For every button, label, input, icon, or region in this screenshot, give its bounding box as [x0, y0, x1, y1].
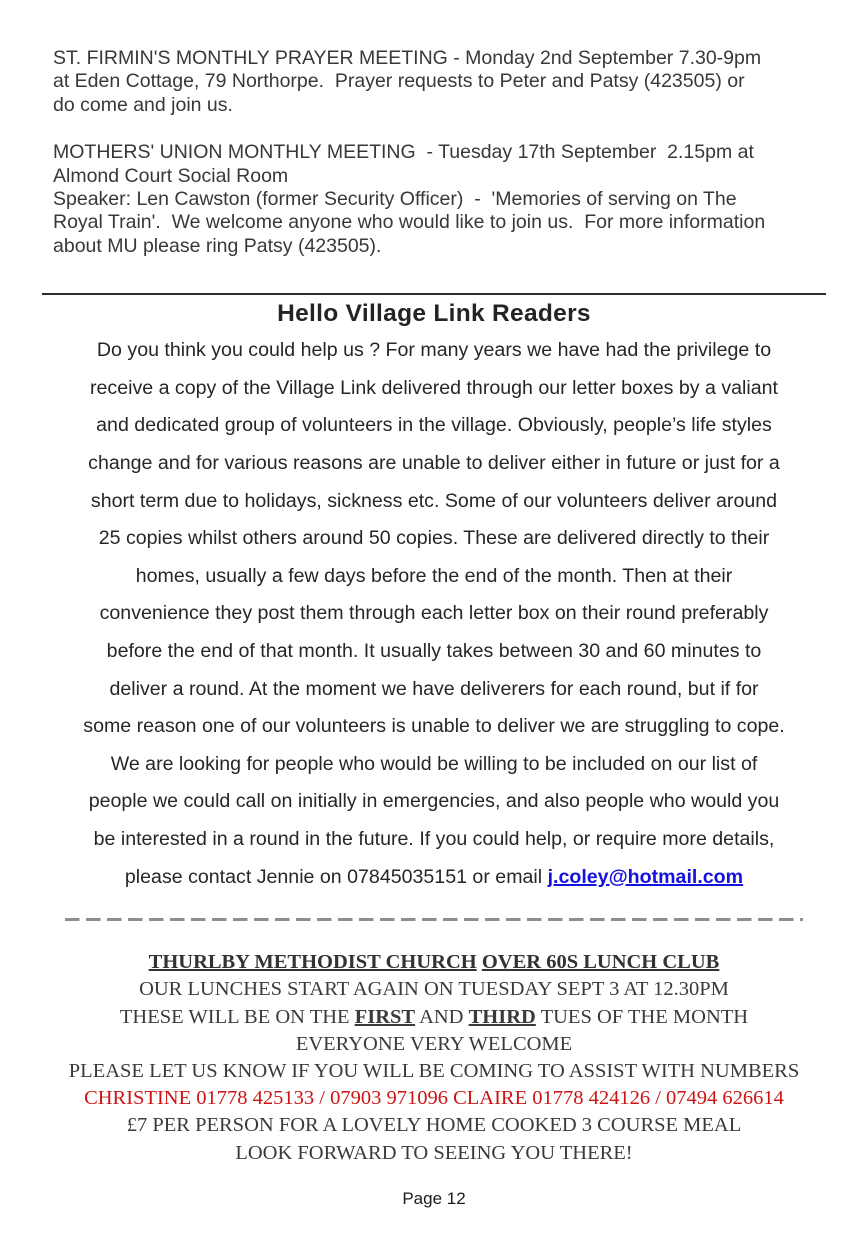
article-text-line: be interested in a round in the future. If you could help, or require more details, [93, 827, 775, 850]
tues-line-mid: AND [415, 1005, 469, 1028]
article-text-line: We are looking for people who would be willing to be included on our list of [110, 752, 758, 775]
mothers-union-notice [53, 141, 815, 258]
article-text-line: receive a copy of the Village Link delivered through our letter boxes by a valiant [89, 376, 778, 399]
article-text-line: short term due to holidays, sickness etc. Some of our volunteers deliver around [90, 489, 778, 512]
notice-text-line: about MU please ring Patsy (423505). [53, 234, 382, 257]
notice-text-line: Speaker: Len Cawston (former Security Officer) - 'Memories of serving on The [53, 188, 737, 211]
lunch-club-contacts-line: CHRISTINE 01778 425133 / 07903 971096 CLAIRE 01778 424126 / 07494 626614 [84, 1087, 784, 1110]
tues-third: THIRD [468, 1005, 536, 1028]
contact-prefix: please contact Jennie on 07845035151 or email [124, 865, 548, 888]
notice-text-line: Almond Court Social Room [53, 164, 289, 187]
lunch-club-welcome-line: EVERYONE VERY WELCOME [295, 1032, 573, 1055]
notice-text-line: ST. FIRMIN'S MONTHLY PRAYER MEETING - Monday 2nd September 7.30-9pm [53, 47, 762, 69]
lunch-club-closing-line: LOOK FORWARD TO SEEING YOU THERE! [235, 1141, 633, 1164]
article-text-line: change and for various reasons are unable to deliver either in future or just for a [88, 452, 780, 475]
village-link-paragraph [40, 332, 828, 858]
notice-text-line: Royal Train'. We welcome anyone who would like to join us. For more information [53, 211, 766, 234]
lunch-club-heading-club: OVER 60S LUNCH CLUB [481, 951, 720, 974]
prayer-meeting-notice [53, 47, 815, 117]
lunch-club-numbers-line: PLEASE LET US KNOW IF YOU WILL BE COMING TO ASSIST WITH NUMBERS [68, 1059, 800, 1082]
article-text-line: 25 copies whilst others around 50 copies. These are delivered directly to their [98, 527, 770, 550]
email-link[interactable]: j.coley@hotmail.com [547, 865, 744, 888]
article-text-line: homes, usually a few days before the end of the month. Then at their [135, 564, 733, 587]
article-text-line: Do you think you could help us ? For many years we have had the privilege to [96, 339, 772, 362]
article-text-line: deliver a round. At the moment we have deliverers for each round, but if for [109, 677, 759, 700]
article-text-line: before the end of that month. It usually takes between 30 and 60 minutes to [106, 640, 762, 662]
article-text-line: some reason one of our volunteers is unable to deliver we are struggling to cope. [83, 715, 785, 738]
page-number: Page 12 [402, 1189, 466, 1208]
tues-first: FIRST [354, 1005, 416, 1028]
village-link-heading: Hello Village Link Readers [277, 300, 591, 328]
lunch-club-heading [40, 949, 828, 976]
lunch-club-heading-church: THURLBY METHODIST CHURCH [148, 951, 477, 974]
tues-line-post: TUES OF THE MONTH [535, 1005, 749, 1028]
contact-line [40, 859, 828, 897]
dashed-divider [65, 918, 803, 921]
notice-text-line: MOTHERS' UNION MONTHLY MEETING - Tuesday 17th September 2.15pm at [53, 141, 754, 164]
article-text-line: and dedicated group of volunteers in the village. Obviously, people’s life styles [96, 414, 772, 437]
notice-text-line: do come and join us. [53, 93, 233, 116]
tues-line-pre: THESE WILL BE ON THE [119, 1005, 355, 1028]
article-text-line: convenience they post them through each letter box on their round preferably [99, 602, 769, 625]
lunch-club-tuesdays-line [40, 1004, 828, 1031]
notice-gap [53, 117, 815, 141]
notice-text-line: at Eden Cottage, 79 Northorpe. Prayer requests to Peter and Patsy (423505) or [53, 70, 745, 93]
lunch-club-price-line: £7 PER PERSON FOR A LOVELY HOME COOKED 3 COURSE MEAL [126, 1114, 742, 1137]
village-link-article [40, 332, 828, 896]
solid-divider [42, 293, 826, 295]
notices-section [40, 47, 828, 258]
article-text-line: people we could call on initially in emergencies, and also people who would you [88, 790, 780, 813]
lunch-club-start-line: OUR LUNCHES START AGAIN ON TUESDAY SEPT 3 AT 12.30PM [139, 978, 729, 1001]
lunch-club-section [40, 949, 828, 1167]
